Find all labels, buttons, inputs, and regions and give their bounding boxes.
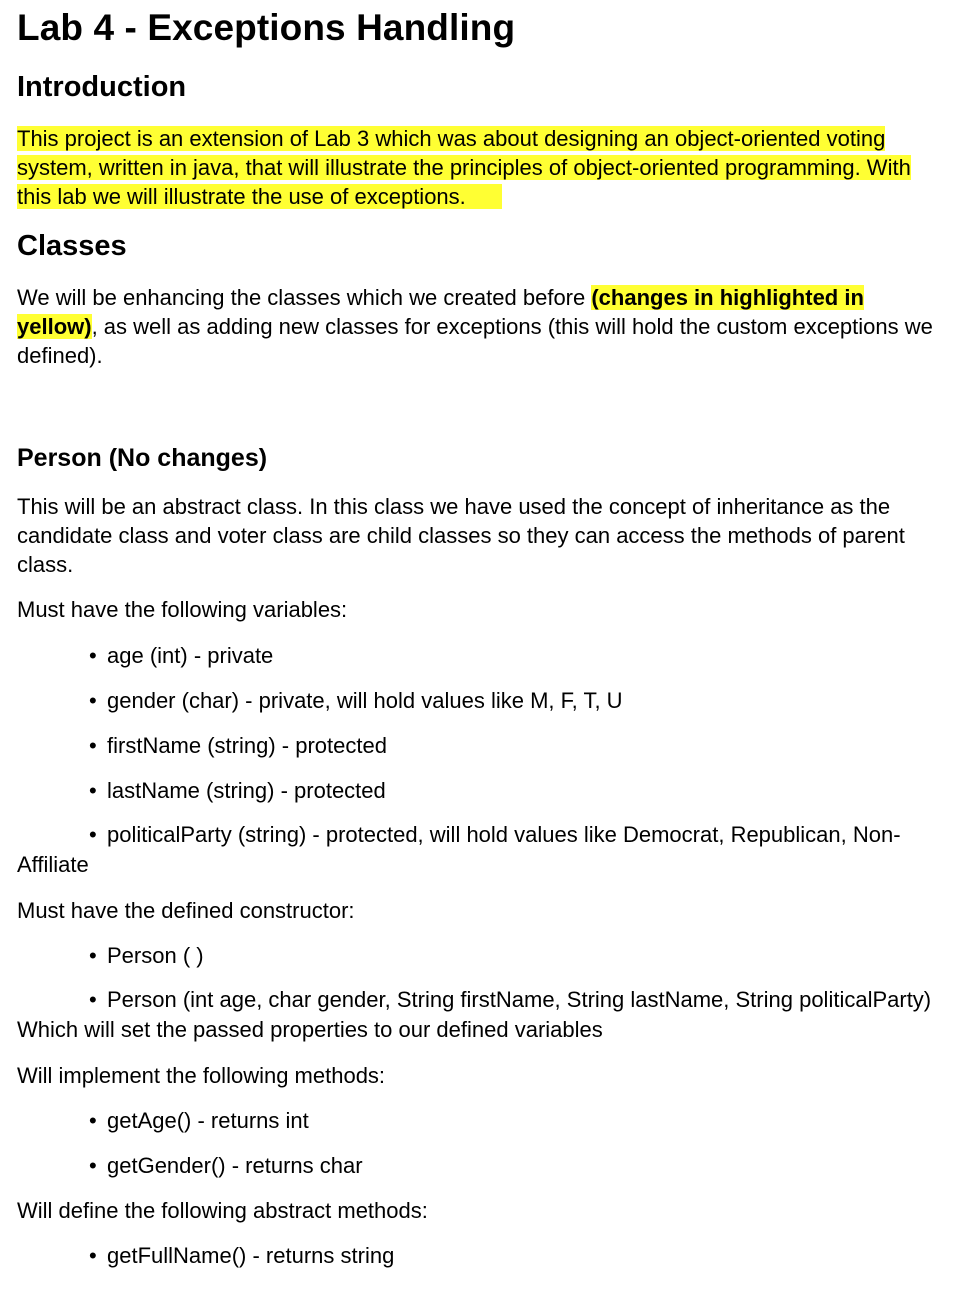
list-item: • Person (int age, char gender, String firstName, String lastName, String politicalParty) Which will set the passed properties to our defined variables (17, 987, 932, 1042)
list-item: • getGender() - returns char (89, 1153, 363, 1178)
list-item: • getAge() - returns int (89, 1108, 309, 1133)
list-item: • politicalParty (string) - protected, will hold values like Democrat, Republican, Non-Affiliate (17, 822, 901, 877)
constructor-label: Must have the defined constructor: (17, 898, 355, 923)
intro-highlighted-text: This project is an extension of Lab 3 which was about designing an object-oriented voting system, written in java, that will illustrate the principles of object-oriented programming. With this lab we will illustrate the use of exceptions. (17, 126, 911, 209)
variable-first-name: firstName (string) - protected (107, 733, 387, 758)
classes-highlighted-note: (changes in highlighted in yellow) (17, 285, 864, 339)
list-item: • Person ( ) (89, 943, 204, 968)
person-description: This will be an abstract class. In this class we have used the concept of inheritance as the candidate class and voter class are child classes so they can access the methods of parent class. (17, 494, 905, 577)
list-item: • age (int) - private (89, 643, 274, 668)
variable-last-name: lastName (string) - protected (107, 778, 386, 803)
variable-political-party: politicalParty (string) - protected, will hold values like Democrat, Republican, Non-Affiliate (17, 822, 901, 877)
classes-paragraph (17, 283, 947, 370)
list-item: • getFullName() - returns string (89, 1243, 395, 1268)
method-get-age: getAge() - returns int (107, 1108, 309, 1133)
classes-text-before: We will be enhancing the classes which we created before (17, 285, 592, 310)
list-item: • gender (char) - private, will hold values like M, F, T, U (89, 688, 623, 713)
variables-label: Must have the following variables: (17, 597, 348, 622)
methods-label: Will implement the following methods: (17, 1063, 386, 1088)
page-title: Lab 4 - Exceptions Handling (17, 7, 516, 48)
variable-age: age (int) - private (107, 643, 274, 668)
constructor-default: Person ( ) (107, 943, 204, 968)
abstract-methods-label: Will define the following abstract methods: (17, 1198, 428, 1223)
list-item: • lastName (string) - protected (89, 778, 386, 803)
classes-heading: Classes (17, 230, 127, 262)
intro-heading: Introduction (17, 71, 187, 103)
constructor-full: Person (int age, char gender, String firstName, String lastName, String politicalParty) Which will set the passed properties to our defined variables (17, 987, 932, 1042)
classes-text-after: , as well as adding new classes for exceptions (this will hold the custom exceptions we defined). (17, 314, 933, 368)
list-item: • firstName (string) - protected (89, 733, 387, 758)
variable-gender: gender (char) - private, will hold values like M, F, T, U (107, 688, 623, 713)
method-get-gender: getGender() - returns char (107, 1153, 363, 1178)
person-heading: Person (No changes) (17, 444, 268, 472)
intro-paragraph (17, 124, 947, 211)
method-get-full-name: getFullName() - returns string (107, 1243, 395, 1268)
